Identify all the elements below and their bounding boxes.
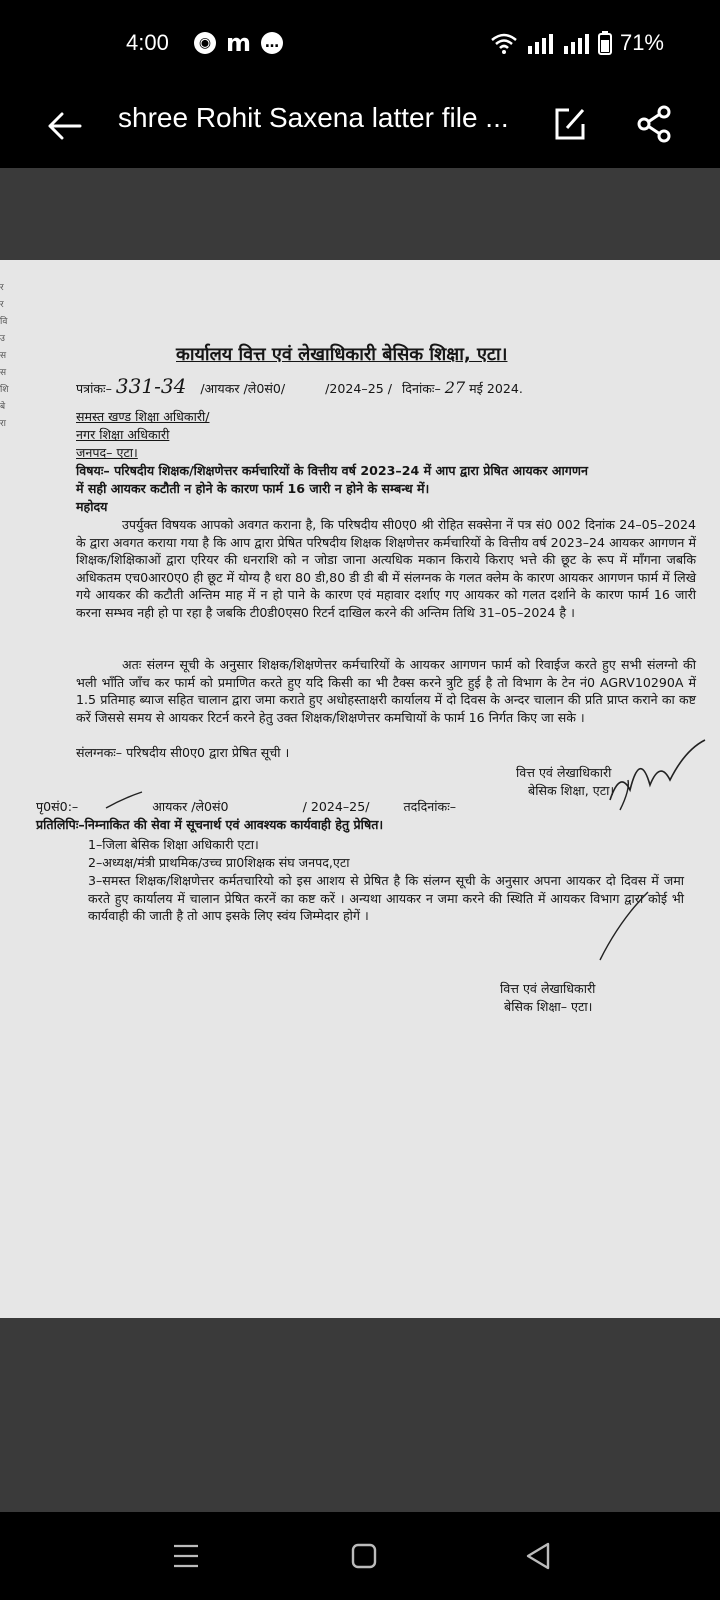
cc-ref-b: आयकर /ले0सं0 — [152, 799, 229, 814]
paragraph-1: उपर्युक्त विषयक आपको अवगत कराना है, कि परिषदीय सी0ए0 श्री रोहित सक्सेना नें पत्र सं0 002 दिनांक 24–05–2024 के द्वारा अवगत कराया गया है कि आप द्वारा प्रेषित परिषदीय शिक्षक शिक्षणेत्तर कर्मचारियों के वित्तीय वर्ष 2023–24 आयकर आगणन में शिक्षक/शिक्षिकाओं द्वारा एरियर की धनराशि को न जोडा जाना अत्यधिक मकान किराये किराए भत्ते की छूट के रूप में माँगना जबकि अधिकतम एच0आर0ए0 ही छूट में योग्य है धरा 80 डी,80 डी डी बी में संलग्नक के गलत क्लेम के कारण आयकर आगणन फार्म में लिखे गये आयकर की कटौती अन्तिम माह में न हो पाने के कारण एवं महावार दर्शाए गए आयकर को गलत दर्शाने के कारण फार्म 16 जारी करना सम्भव नही हो पा रहा है जबकि टी0डी0एस0 रिटर्न दाखिल करने की अन्तिम तिथि 31–05–2024 है । — [76, 517, 696, 620]
cc-ref-c: / 2024–25/ — [302, 799, 370, 814]
recent-apps-icon[interactable] — [166, 1536, 206, 1576]
message-bubble-icon: … — [261, 32, 283, 54]
file-title: shree Rohit Saxena latter file ... — [118, 102, 509, 133]
cc-ref-d: तददिनांकः– — [403, 799, 457, 814]
to-line-3: जनपद– एटा। — [76, 445, 138, 460]
margin-marks — [0, 280, 10, 433]
signature-1-office: बेसिक शिक्षा, एटा। — [528, 783, 615, 798]
to-line-2: नगर शिक्षा अधिकारी — [76, 427, 170, 442]
edit-icon[interactable] — [553, 106, 587, 142]
ref-number-handwritten: 331-34 — [115, 374, 187, 398]
ref-date-handwritten: 27 — [444, 378, 466, 397]
salutation: महोदय — [76, 499, 108, 514]
battery-icon — [598, 31, 612, 55]
ref-prefix: पत्रांकः– — [76, 381, 112, 396]
document-page — [0, 260, 720, 1318]
system-navigation-bar — [0, 1512, 720, 1600]
ref-mid: /आयकर /ले0सं0/ — [200, 381, 286, 396]
status-bar — [0, 0, 720, 88]
viewer-toolbar — [0, 88, 720, 168]
margin-mark: वि — [0, 317, 8, 327]
subject-line-2: में सही आयकर कटौती न होने के कारण फार्म 16 जारी न होने के सम्बन्ध में। — [76, 481, 430, 496]
margin-mark: स — [0, 351, 7, 361]
enclosure-line: संलग्नकः– परिषदीय सी0ए0 द्वारा प्रेषित सूची । — [76, 745, 290, 760]
signature-2-office: बेसिक शिक्षा– एटा। — [504, 999, 593, 1014]
reference-line — [76, 374, 696, 398]
cc-item-3: 3–समस्त शिक्षक/शिक्षणेत्तर कर्मतचारियो को इस आशय से प्रेषित है कि संलग्न सूची के अनुसार अपना आयकर दो दिवस में जमा करते हुए कार्यालय में चालान प्रेषित करनें का कष्ट करें । अन्यथा आयकर न जमा करने की स्थिति में आयकर विभाग द्वारा कोई भी कार्यवाही की जाती है तो आप इसके लिए स्वंय जिम्मेदार होगें । — [88, 873, 684, 923]
margin-mark: शि — [0, 385, 9, 395]
to-line-1: समस्त खण्ड शिक्षा अधिकारी/ — [76, 409, 210, 424]
ref-date-suffix: मई 2024. — [469, 381, 523, 396]
app-m-icon: m — [226, 29, 252, 57]
wifi-icon — [490, 32, 518, 54]
signature-2-title: वित्त एवं लेखाधिकारी — [500, 981, 596, 996]
ref-year: /2024–25 / — [325, 381, 393, 396]
margin-mark: रा — [0, 419, 7, 429]
battery-percent: 71% — [619, 30, 664, 55]
margin-mark: र — [0, 300, 4, 310]
cc-ref-a: पृ0सं0:– — [36, 799, 79, 814]
margin-mark: उ — [0, 334, 5, 344]
signature-scribble-1 — [600, 730, 710, 820]
share-icon[interactable] — [636, 104, 672, 144]
signature-scribble-2 — [590, 890, 650, 970]
cc-heading: प्रतिलिपिः–निम्नाकित की सेवा में सूचनार्थ एवं आवश्यक कार्यवाही हेतु प्रेषित। — [36, 817, 384, 832]
back-nav-icon[interactable] — [518, 1536, 558, 1576]
cc-item-2: 2–अध्यक्ष/मंत्री प्राथमिक/उच्च प्रा0शिक्षक संघ जनपद,एटा — [88, 855, 350, 870]
cc-item-1: 1–जिला बेसिक शिक्षा अधिकारी एटा। — [88, 837, 259, 852]
subject-line-1: विषयः– परिषदीय शिक्षक/शिक्षणेत्तर कर्मचारियों के वित्तीय वर्ष 2023–24 में आप द्वारा प्रेषित आयकर आगणन — [76, 463, 588, 478]
back-arrow-icon[interactable] — [44, 106, 84, 146]
ref-date-prefix: दिनांकः– — [402, 381, 441, 396]
status-app-icons — [194, 29, 283, 57]
image-viewer[interactable] — [0, 168, 720, 1512]
signature-1-title: वित्त एवं लेखाधिकारी — [516, 765, 612, 780]
status-time: 4:00 — [126, 30, 169, 55]
margin-mark: स — [0, 368, 7, 378]
app-notification-icon: ◉ — [194, 32, 216, 54]
office-heading: कार्यालय वित्त एवं लेखाधिकारी बेसिक शिक्षा, एटा। — [176, 344, 508, 365]
margin-mark: र — [0, 283, 4, 293]
status-indicators — [490, 30, 664, 56]
signal-icon-2 — [562, 32, 590, 54]
signal-icon — [526, 32, 554, 54]
home-icon[interactable] — [344, 1536, 384, 1576]
paragraph-2: अतः संलग्न सूची के अनुसार शिक्षक/शिक्षणेत्तर कर्मचारियों के आयकर आगणन फार्म को रिवाईज करते हुए सभी संलग्नो की भली भाँति जाँच कर फार्म को प्रमाणित करते हुए यदि किसी का भी टैक्स करने त्रुटि हुई है तो विभाग के टेन नं0 AGRV10290A में 1.5 प्रतिमाह ब्याज सहित चालान द्वारा जमा कराते हुए अधोहस्ताक्षरी कार्यालय में दो दिवस के अन्दर चालान की प्रति प्राप्त कराने का कष्ट करें जिससे समय से आयकर रिटर्न करने हेतु उक्त शिक्षक/शिक्षणेत्तर कमचाियों के फार्म 16 निर्गत किए जा सके । — [76, 657, 696, 725]
margin-mark: बे — [0, 402, 6, 412]
tick-mark — [104, 790, 144, 812]
